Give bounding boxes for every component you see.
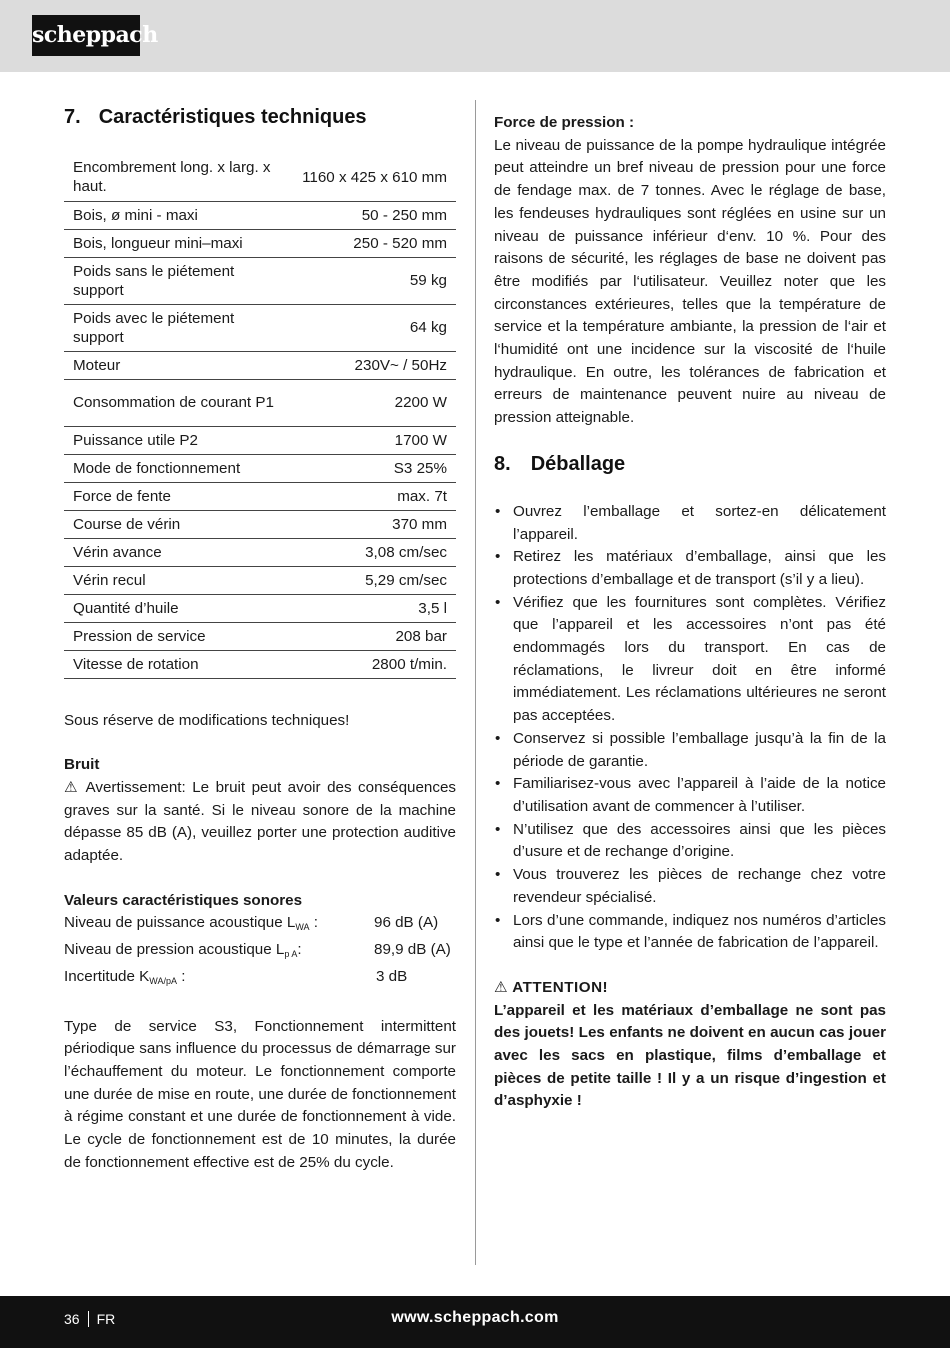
sound-pressure-value: 89,9 dB (A) bbox=[374, 941, 451, 959]
language-code: FR bbox=[96, 1311, 116, 1327]
table-row bbox=[64, 482, 456, 510]
spec-value: S3 25% bbox=[284, 454, 456, 482]
left-column bbox=[64, 106, 456, 1174]
section-7-heading bbox=[64, 106, 456, 129]
section-7-number: 7. bbox=[64, 106, 81, 128]
table-row bbox=[64, 622, 456, 650]
attention-heading: ⚠ ATTENTION! bbox=[494, 978, 609, 996]
spec-value: 230V~ / 50Hz bbox=[284, 351, 456, 379]
spec-value: 1160 x 425 x 610 mm bbox=[284, 154, 456, 201]
pressure-text: Le niveau de puissance de la pompe hydraulique intégrée peut atteindre un bref niveau de pression pour une force de fendage max. de 7 tonnes. Avec le réglage de base, les fendeuses hydrauliques sont réglées en usine sur un niveau de puissance inférieur d‘env. 10 %. Pour des raisons de sécurité, les réglages de base ne doivent pas être modifiés par l‘utilisateur. Veuillez noter que les circonstances extérieures, telles que la température de service et la température ambiante, la pression de l‘air et l‘humidité ont une incidence sur la viscosité de l‘huile hydraulique. En outre, les tolérances de fabrication et erreurs de maintenance peuvent nuire au niveau de pression atteignable. bbox=[494, 136, 886, 427]
service-type-text: Type de service S3, Fonctionnement intermittent périodique sans influence du processus de démarrage sur l’échauffement du moteur. Le fonctionnement comporte une durée de mise en route, une durée de fonctionnement à régime constant et une durée de fonctionnement à vide. Le cycle de fonctionnement est de 10 minutes, la durée de fonctionnement effective est de 25% du cycle. bbox=[64, 1017, 456, 1171]
list-item: • N’utilisez que des accessoires ainsi que les pièces d’usure et de rechange d’origine. bbox=[494, 819, 886, 864]
spec-value: 208 bar bbox=[284, 622, 456, 650]
spec-label: Bois, ø mini - maxi bbox=[64, 201, 284, 229]
spec-value: 2800 t/min. bbox=[284, 650, 456, 678]
spec-value: 50 - 250 mm bbox=[284, 201, 456, 229]
sound-power-label: Niveau de puissance acoustique $L_{WA}$ : bbox=[64, 914, 318, 933]
spec-label: Bois, longueur mini–maxi bbox=[64, 229, 284, 257]
spec-value: 3,5 l bbox=[284, 594, 456, 622]
pressure-heading: Force de pression : bbox=[494, 114, 635, 131]
table-row bbox=[64, 154, 456, 201]
table-row bbox=[64, 351, 456, 379]
specs-table-body bbox=[64, 154, 456, 678]
spec-label: Vérin avance bbox=[64, 538, 284, 566]
spec-value: 1700 W bbox=[284, 426, 456, 454]
noise-heading: Bruit bbox=[64, 756, 100, 774]
list-item: • Lors d’une commande, indiquez nos numéros d’articles ainsi que le type et l’année de fabrication de l’appareil. bbox=[494, 910, 886, 955]
spec-label: Force de fente bbox=[64, 482, 284, 510]
list-item: • Vérifiez que les fournitures sont complètes. Vérifiez que l’appareil et les accessoires n’ont pas été endommagés lors du transport. En cas de réclamations, le livreur doit en être informé immédiatement. Les réclamations ultérieures ne seront pas acceptées. bbox=[494, 592, 886, 728]
unpacking-list bbox=[494, 501, 886, 955]
section-8-heading bbox=[494, 453, 886, 476]
modifications-note: Sous réserve de modifications techniques! bbox=[64, 711, 350, 729]
spec-label: Puissance utile P2 bbox=[64, 426, 284, 454]
list-item: • Familiarisez-vous avec l’appareil à l’aide de la notice d’utilisation avant de commencer à l’utiliser. bbox=[494, 773, 886, 818]
spec-label: Course de vérin bbox=[64, 510, 284, 538]
spec-value: 3,08 cm/sec bbox=[284, 538, 456, 566]
right-column bbox=[494, 112, 886, 1113]
spec-value: 5,29 cm/sec bbox=[284, 566, 456, 594]
table-row bbox=[64, 426, 456, 454]
website-url[interactable]: www.scheppach.com bbox=[391, 1309, 559, 1326]
spec-value: 2200 W bbox=[284, 379, 456, 426]
attention-text: L’appareil et les matériaux d’emballage ne sont pas des jouets! Les enfants ne doivent en aucun cas jouer avec les sacs en plastique, films d’emballage et pièces de petite taille ! Il y a un risque d’ingestion et d’asphyxie ! bbox=[494, 1001, 886, 1110]
spec-label: Vitesse de rotation bbox=[64, 650, 284, 678]
section-7-title: Caractéristiques techniques bbox=[98, 106, 367, 128]
spec-label: Poids sans le piétement support bbox=[64, 257, 284, 304]
list-item: • Vous trouverez les pièces de rechange chez votre revendeur spécialisé. bbox=[494, 864, 886, 909]
uncertainty-value: 3 dB bbox=[376, 967, 408, 985]
table-row bbox=[64, 201, 456, 229]
spec-value: 250 - 520 mm bbox=[284, 229, 456, 257]
spec-label: Poids avec le piétement support bbox=[64, 304, 284, 351]
list-item: • Retirez les matériaux d’emballage, ainsi que les protections d’emballage et de transport (s’il y a lieu). bbox=[494, 546, 886, 591]
table-row bbox=[64, 510, 456, 538]
spec-label: Quantité d’huile bbox=[64, 594, 284, 622]
spec-label: Pression de service bbox=[64, 622, 284, 650]
spec-value: 64 kg bbox=[284, 304, 456, 351]
sound-values-heading: Valeurs caractéristiques sonores bbox=[64, 891, 303, 909]
spec-label: Mode de fonctionnement bbox=[64, 454, 284, 482]
spec-value: 59 kg bbox=[284, 257, 456, 304]
table-row bbox=[64, 379, 456, 426]
list-item: • Conservez si possible l’emballage jusqu’à la fin de la période de garantie. bbox=[494, 728, 886, 773]
column-divider bbox=[475, 100, 476, 1265]
table-row bbox=[64, 229, 456, 257]
uncertainty-label: Incertitude $K_{WA/pA}$ : bbox=[64, 967, 186, 986]
spec-label: Vérin recul bbox=[64, 566, 284, 594]
list-item: • Ouvrez l’emballage et sortez-en délicatement l’appareil. bbox=[494, 501, 886, 546]
brand-logo: scheppach bbox=[32, 15, 140, 56]
section-8-title: Déballage bbox=[530, 452, 626, 475]
table-row bbox=[64, 454, 456, 482]
page-number: 36 FR bbox=[64, 1311, 116, 1327]
page-footer bbox=[0, 1296, 950, 1348]
table-row bbox=[64, 538, 456, 566]
table-row bbox=[64, 257, 456, 304]
sound-values-list bbox=[64, 912, 456, 992]
sound-power-value: 96 dB (A) bbox=[374, 914, 439, 932]
table-row bbox=[64, 304, 456, 351]
section-8-number: 8. bbox=[494, 452, 511, 475]
sound-pressure-label: Niveau de pression acoustique $L_{p A}$: bbox=[64, 941, 302, 960]
spec-label: Encombrement long. x larg. x haut. bbox=[64, 154, 284, 201]
spec-value: max. 7t bbox=[284, 482, 456, 510]
spec-label: Moteur bbox=[64, 351, 284, 379]
page-header bbox=[0, 0, 950, 72]
noise-warning-text: ⚠ Avertissement: Le bruit peut avoir des conséquences graves sur la santé. Si le niveau sonore de la machine dépasse 85 dB (A), veuillez porter une protection auditive adaptée. bbox=[64, 778, 456, 865]
spec-label: Consommation de courant P1 bbox=[64, 379, 284, 426]
table-row bbox=[64, 650, 456, 678]
specs-table bbox=[64, 154, 456, 679]
table-row bbox=[64, 566, 456, 594]
spec-value: 370 mm bbox=[284, 510, 456, 538]
table-row bbox=[64, 594, 456, 622]
